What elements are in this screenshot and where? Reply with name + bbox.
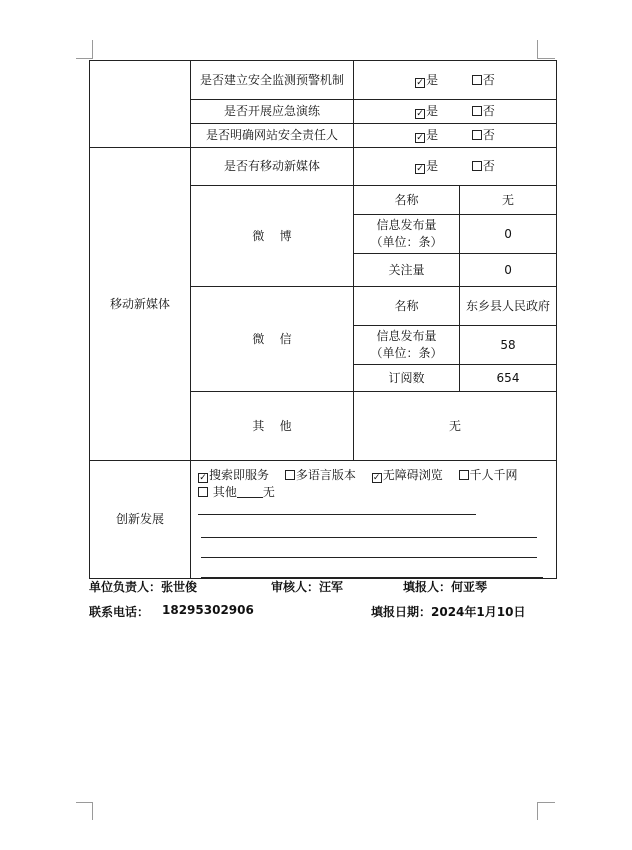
checkbox-checked[interactable]: ✓ <box>372 473 381 483</box>
weibo-name-label: 名称 <box>354 186 460 215</box>
innovation-options: ✓ 搜索即服务 多语言版本 ✓ 无障碍浏览 千人千网 其他 无 <box>191 461 557 579</box>
crop-mark <box>537 40 538 58</box>
checkbox-checked[interactable]: ✓ <box>416 77 424 88</box>
yes-no-choice: ✓ 是 否 <box>354 100 557 124</box>
crop-mark <box>92 802 93 820</box>
report-table <box>89 60 557 579</box>
wechat-name-value: 东乡县人民政府 <box>460 287 557 326</box>
checkbox-empty[interactable] <box>198 487 208 497</box>
phone-number: 18295302906 <box>162 603 254 617</box>
yes-no-choice: ✓ 是 否 <box>354 148 557 186</box>
fill-date: 填报日期：2024年1月10日 <box>371 605 526 619</box>
unit-head: 单位负责人：张世俊 <box>89 580 198 594</box>
checkbox-checked[interactable]: ✓ <box>416 109 424 119</box>
other-label: 其 他 <box>191 392 354 461</box>
weibo-followers-label: 关注量 <box>354 254 460 287</box>
row-label: 是否建立安全监测预警机制 <box>191 61 354 100</box>
weibo-posts-label: 信息发布量 （单位：条） <box>354 215 460 254</box>
weibo-posts-value: 0 <box>460 215 557 254</box>
wechat-posts-label: 信息发布量 （单位：条） <box>354 326 460 365</box>
checkbox-checked[interactable]: ✓ <box>416 164 424 174</box>
row-label: 是否明确网站安全责任人 <box>191 124 354 148</box>
wechat-posts-value: 58 <box>460 326 557 365</box>
checkbox-checked[interactable]: ✓ <box>199 473 207 483</box>
innovation-other-label: 其他 <box>212 485 237 499</box>
weibo-followers-value: 0 <box>460 254 557 287</box>
wechat-subs-value: 654 <box>460 365 557 392</box>
weibo-name-value: 无 <box>460 186 557 215</box>
crop-mark <box>537 802 555 803</box>
weibo-label: 微 博 <box>191 186 354 287</box>
wechat-name-label: 名称 <box>354 287 460 326</box>
row-label: 是否开展应急演练 <box>191 100 354 124</box>
checkbox-checked[interactable]: ✓ <box>416 133 424 143</box>
crop-mark <box>76 58 93 59</box>
innovation-other-value: 无 <box>262 485 275 499</box>
yes-no-choice: ✓ 是 否 <box>354 124 557 148</box>
yes-no-choice: ✓ 是 否 <box>354 61 557 100</box>
blank-section-cell <box>90 61 191 148</box>
crop-mark <box>537 802 538 820</box>
checkbox-empty[interactable] <box>285 470 295 480</box>
mobile-section-label: 移动新媒体 <box>90 148 191 461</box>
innovation-section-label: 创新发展 <box>90 461 191 579</box>
checkbox-empty[interactable] <box>459 470 469 480</box>
reviewer: 审核人：汪军 <box>271 580 344 594</box>
crop-mark <box>92 40 93 58</box>
checkbox-empty[interactable] <box>472 130 482 140</box>
phone-label: 联系电话： <box>89 605 150 619</box>
wechat-subs-label: 订阅数 <box>354 365 460 392</box>
checkbox-empty[interactable] <box>472 106 482 116</box>
crop-mark <box>76 802 93 803</box>
checkbox-empty[interactable] <box>472 75 482 85</box>
other-value: 无 <box>354 392 557 461</box>
checkbox-empty[interactable] <box>472 161 482 171</box>
row-label: 是否有移动新媒体 <box>191 148 354 186</box>
filler: 填报人：何亚琴 <box>403 580 488 594</box>
crop-mark <box>537 58 555 59</box>
wechat-label: 微 信 <box>191 287 354 392</box>
